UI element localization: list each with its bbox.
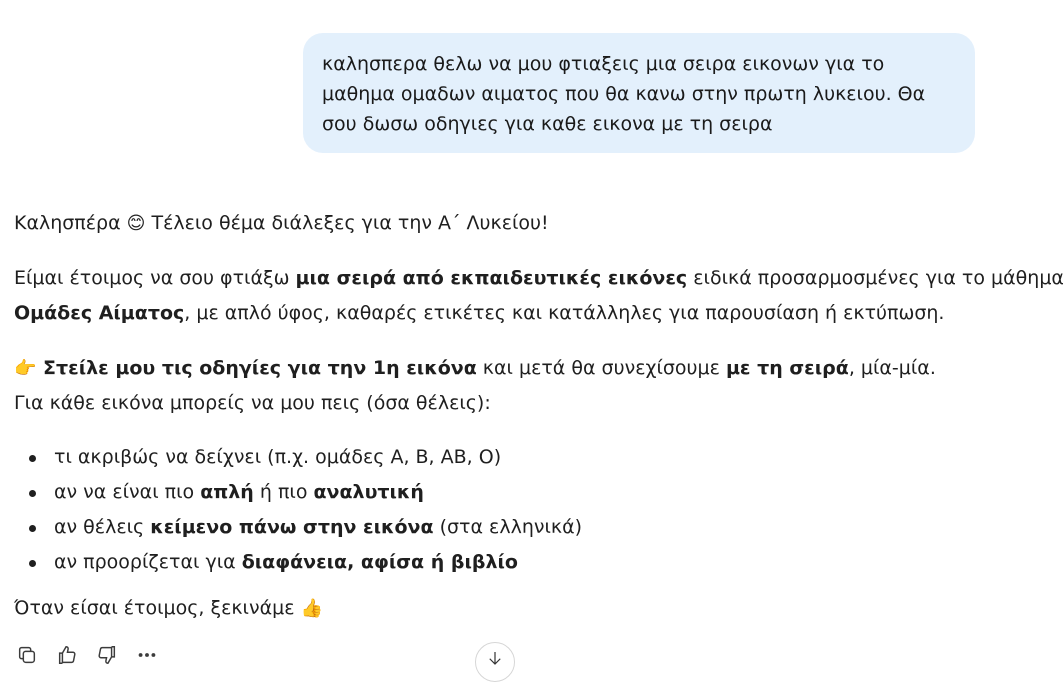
para1-line2	[14, 296, 944, 330]
bullet-bold: διαφάνεια, αφίσα ή βιβλίο	[241, 551, 518, 573]
bullet-text: αν να είναι πιο	[54, 481, 201, 503]
closing-line	[14, 591, 323, 625]
greeting-line	[14, 206, 549, 240]
list-item	[14, 440, 582, 475]
greeting-text: Καλησπέρα	[14, 212, 127, 234]
list-item	[14, 475, 582, 510]
user-message-text: καλησπερα θελω να μου φτιαξεις μια σειρα εικονων για το μαθημα ομαδων αιματος που θα κανω στην πρωτη λυκειου. Θα σου δωσω οδηγιες για καθε εικονα με τη σειρα	[322, 53, 926, 135]
bullet-bold: απλή	[200, 481, 254, 503]
para2-line1	[14, 351, 936, 385]
para2-text-d: , μία-μία.	[848, 357, 936, 379]
bullet-text: (στα ελληνικά)	[433, 516, 583, 538]
dislike-button[interactable]	[95, 643, 119, 667]
arrow-down-icon	[486, 649, 504, 667]
para1-text-a: Είμαι έτοιμος να σου φτιάξω	[14, 267, 296, 289]
thumbs-up-emoji-icon: 👍	[300, 598, 323, 619]
para1-bold-b: μια σειρά από εκπαιδευτικές εικόνες	[295, 267, 688, 289]
pointing-hand-icon: 👉	[14, 358, 37, 379]
thumbs-up-icon	[56, 644, 78, 666]
bullet-dot	[29, 560, 36, 567]
copy-icon	[16, 644, 38, 666]
list-item	[14, 545, 582, 580]
bullet-text: τι ακριβώς να δείχνει (π.χ. ομάδες Α, Β, ΑΒ, Ο)	[54, 446, 502, 468]
para1-bold-d: Ομάδες Αίματος	[14, 302, 185, 324]
para2-text-b: και μετά θα συνεχίσουμε	[476, 357, 726, 379]
bullet-dot	[29, 525, 36, 532]
bullet-dot	[29, 490, 36, 497]
list-item	[14, 510, 582, 545]
bullet-text: αν θέλεις	[54, 516, 151, 538]
closing-text: Όταν είσαι έτοιμος, ξεκινάμε	[14, 597, 301, 619]
smile-emoji-icon: 😊	[126, 213, 146, 234]
options-list	[14, 440, 582, 580]
more-options-button[interactable]	[135, 643, 159, 667]
thumbs-down-icon	[96, 644, 118, 666]
para1-text-e: , με απλό ύφος, καθαρές ετικέτες και κατάλληλες για παρουσίαση ή εκτύπωση.	[184, 302, 945, 324]
para2-bold-c: με τη σειρά	[725, 357, 849, 379]
para2-text-line2: Για κάθε εικόνα μπορείς να μου πεις (όσα θέλεις):	[14, 392, 491, 414]
message-actions	[15, 643, 159, 667]
bullet-bold: αναλυτική	[313, 481, 424, 503]
like-button[interactable]	[55, 643, 79, 667]
para2-bold-a: Στείλε μου τις οδηγίες για την 1η εικόνα	[36, 357, 477, 379]
scroll-to-bottom-button[interactable]	[475, 642, 515, 682]
para2-line2	[14, 386, 491, 420]
copy-button[interactable]	[15, 643, 39, 667]
para1-line1	[14, 261, 1064, 295]
more-icon	[136, 644, 158, 666]
para1-text-c: ειδικά προσαρμοσμένες για το μάθημα	[687, 267, 1064, 289]
bullet-text: αν προορίζεται για	[54, 551, 242, 573]
bullet-dot	[29, 455, 36, 462]
bullet-bold: κείμενο πάνω στην εικόνα	[150, 516, 434, 538]
greeting-text-2: Τέλειο θέμα διάλεξες για την Α΄ Λυκείου!	[145, 212, 549, 234]
bullet-text: ή πιο	[253, 481, 314, 503]
user-message-bubble	[303, 33, 975, 153]
